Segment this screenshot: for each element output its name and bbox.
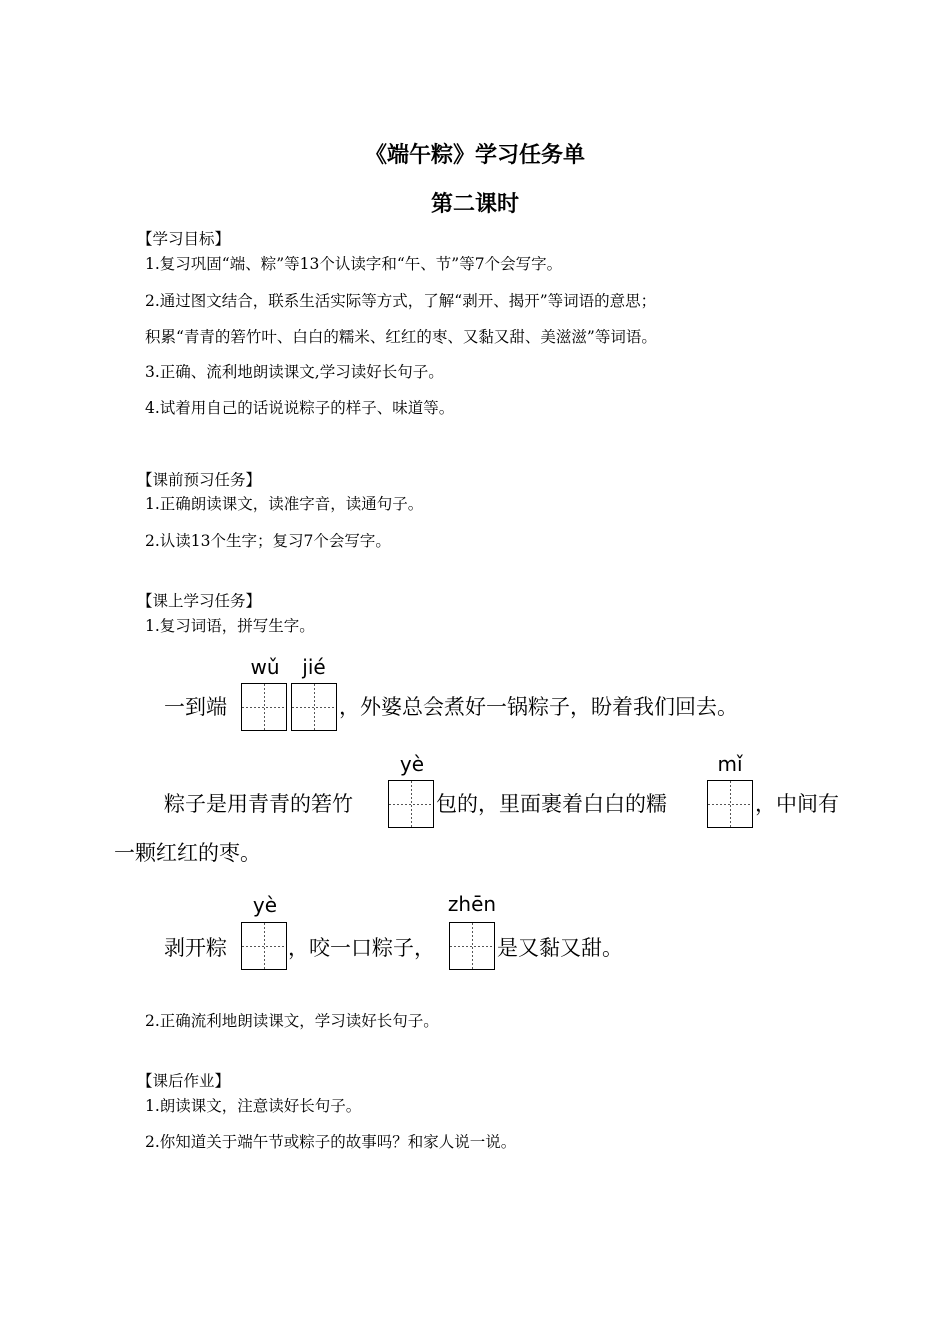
sentence-2-continued: 一颗红红的枣。 bbox=[114, 841, 261, 865]
goal-item: 4.试着用自己的话说说粽子的样子、味道等。 bbox=[145, 399, 455, 417]
homework-item: 1.朗读课文，注意读好长句子。 bbox=[145, 1097, 362, 1115]
goal-item: 积累“青青的箬竹叶、白白的糯米、红红的枣、又黏又甜、美滋滋”等词语。 bbox=[145, 328, 657, 346]
sentence-2-start: 粽子是用青青的箬竹 bbox=[164, 792, 353, 816]
writing-box[interactable] bbox=[388, 780, 434, 828]
homework-item: 2.你知道关于端午节或粽子的故事吗？和家人说一说。 bbox=[145, 1133, 517, 1151]
inclass-heading: 【课上学习任务】 bbox=[137, 592, 262, 610]
inclass-item-1: 1.复习词语，拼写生字。 bbox=[145, 617, 315, 635]
writing-box[interactable] bbox=[707, 780, 753, 828]
sentence-1-start: 一到端 bbox=[164, 695, 227, 719]
pinyin-ye: yè bbox=[399, 752, 425, 776]
sentence-2-end: ，中间有 bbox=[755, 792, 839, 816]
sentence-3-start: 剥开粽 bbox=[164, 936, 227, 960]
goal-item: 1.复习巩固“端、粽”等13个认读字和“午、节”等7个会写字。 bbox=[145, 255, 563, 273]
goal-item: 3.正确、流利地朗读课文,学习读好长句子。 bbox=[145, 363, 444, 381]
page-subtitle: 第二课时 bbox=[430, 192, 519, 217]
homework-heading: 【课后作业】 bbox=[137, 1072, 231, 1090]
sentence-2-middle: 包的，里面裹着白白的糯 bbox=[436, 792, 667, 816]
preview-heading: 【课前预习任务】 bbox=[137, 471, 262, 489]
pinyin-wu: wǔ bbox=[250, 655, 280, 679]
goals-heading: 【学习目标】 bbox=[137, 230, 231, 248]
page-title: 《端午粽》学习任务单 bbox=[364, 143, 585, 168]
pinyin-zhen: zhēn bbox=[447, 892, 497, 916]
writing-box[interactable] bbox=[449, 922, 495, 970]
preview-item: 1.正确朗读课文，读准字音，读通句子。 bbox=[145, 495, 424, 513]
pinyin-mi: mǐ bbox=[717, 752, 743, 776]
sentence-3-middle: ，咬一口粽子， bbox=[288, 936, 435, 960]
goal-item: 2.通过图文结合，联系生活实际等方式，了解“剥开、揭开”等词语的意思； bbox=[145, 292, 657, 310]
inclass-item-2: 2.正确流利地朗读课文，学习读好长句子。 bbox=[145, 1012, 439, 1030]
writing-box[interactable] bbox=[241, 922, 287, 970]
sentence-3-end: 是又黏又甜。 bbox=[497, 936, 623, 960]
preview-item: 2.认读13个生字；复习7个会写字。 bbox=[145, 532, 391, 550]
sentence-1-end: ，外婆总会煮好一锅粽子，盼着我们回去。 bbox=[339, 695, 738, 719]
writing-box[interactable] bbox=[241, 683, 287, 731]
writing-box[interactable] bbox=[291, 683, 337, 731]
pinyin-jie: jié bbox=[302, 655, 326, 679]
pinyin-ye-2: yè bbox=[252, 893, 278, 917]
